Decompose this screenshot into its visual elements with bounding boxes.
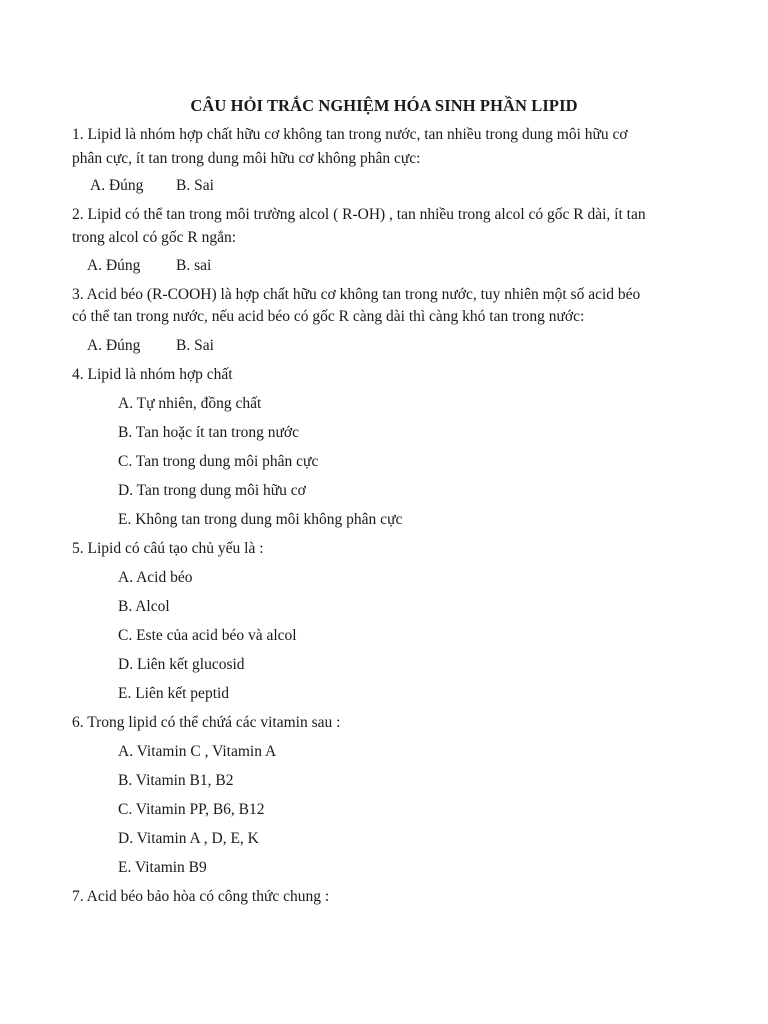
question-2-option-a: A. Đúng (87, 257, 141, 274)
question-1-option-a: A. Đúng (90, 177, 144, 194)
document-title: CÂU HỎI TRẮC NGHIỆM HÓA SINH PHẦN LIPID (190, 96, 578, 115)
question-6-option-c: C. Vitamin PP, B6, B12 (118, 801, 265, 818)
question-2-line-1: 2. Lipid có thể tan trong môi trường alcol ( R-OH) , tan nhiều trong alcol có gốc R dài, ít tan (72, 206, 646, 223)
question-6-option-e: E. Vitamin B9 (118, 859, 207, 876)
question-1-option-b: B. Sai (176, 177, 214, 194)
question-2-option-b: B. sai (176, 257, 212, 274)
question-1-line-1: 1. Lipid là nhóm hợp chất hữu cơ không tan trong nước, tan nhiều trong dung môi hữu cơ (72, 126, 628, 143)
question-5-option-c: C. Este của acid béo và alcol (118, 627, 297, 644)
question-6-option-a: A. Vitamin C , Vitamin A (118, 743, 277, 760)
question-5-option-b: B. Alcol (118, 598, 170, 615)
question-3-option-b: B. Sai (176, 337, 214, 354)
question-7-line-1: 7. Acid béo bảo hòa có công thức chung : (72, 888, 330, 905)
question-5-line-1: 5. Lipid có câú tạo chủ yếu là : (72, 540, 264, 557)
question-6-option-b: B. Vitamin B1, B2 (118, 772, 234, 789)
question-3-line-2: có thể tan trong nước, nếu acid béo có gốc R càng dài thì càng khó tan trong nước: (72, 308, 585, 325)
question-4-option-a: A. Tự nhiên, đồng chất (118, 395, 262, 412)
question-3-line-1: 3. Acid béo (R-COOH) là hợp chất hữu cơ không tan trong nước, tuy nhiên một số acid béo (72, 286, 641, 303)
question-4-option-c: C. Tan trong dung môi phân cực (118, 453, 319, 470)
question-1-line-2: phân cực, ít tan trong dung môi hữu cơ không phân cực: (72, 150, 421, 167)
question-2-line-2: trong alcol có gốc R ngắn: (72, 229, 236, 246)
question-5-option-a: A. Acid béo (118, 569, 193, 586)
question-6-option-d: D. Vitamin A , D, E, K (118, 830, 259, 847)
question-4-option-b: B. Tan hoặc ít tan trong nước (118, 424, 299, 441)
question-5-option-d: D. Liên kết glucosid (118, 656, 245, 673)
question-6-line-1: 6. Trong lipid có thể chứá các vitamin sau : (72, 714, 341, 731)
question-4-option-e: E. Không tan trong dung môi không phân cực (118, 511, 403, 528)
question-4-line-1: 4. Lipid là nhóm hợp chất (72, 366, 233, 383)
question-3-option-a: A. Đúng (87, 337, 141, 354)
question-4-option-d: D. Tan trong dung môi hữu cơ (118, 482, 306, 499)
question-5-option-e: E. Liên kết peptid (118, 685, 230, 702)
